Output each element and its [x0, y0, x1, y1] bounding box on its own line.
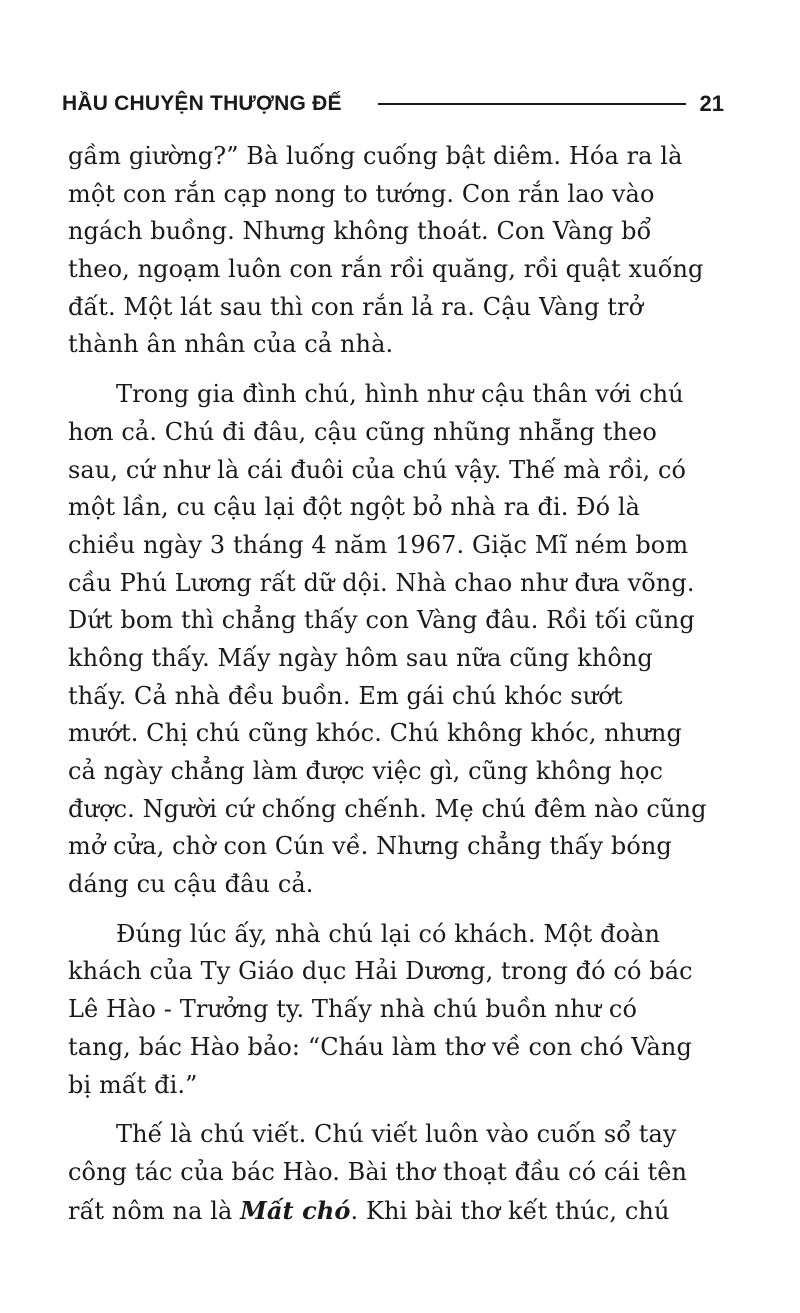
text-line: Lê Hào - Trưởng ty. Thấy nhà chú buồn như có — [68, 995, 638, 1024]
header-rule — [378, 103, 686, 105]
text-line: tang, bác Hào bảo: “Cháu làm thơ về con chó Vàng — [68, 1032, 692, 1061]
text-line: bị mất đi.” — [68, 1070, 198, 1099]
text-line: theo, ngoạm luôn con rắn rồi quăng, rồi quật xuống — [68, 255, 704, 284]
text-line: không thấy. Mấy ngày hôm sau nữa cũng không — [68, 643, 653, 672]
text-line: khách của Ty Giáo dục Hải Dương, trong đó có bác — [68, 957, 693, 986]
paragraph — [68, 376, 728, 904]
text-line: Đúng lúc ấy, nhà chú lại có khách. Một đoàn — [116, 919, 661, 948]
text-line: Trong gia đình chú, hình như cậu thân với chú — [116, 380, 684, 409]
text-line: thành ân nhân của cả nhà. — [68, 330, 394, 359]
text-line: mở cửa, chờ con Cún về. Nhưng chẳng thấy bóng — [68, 832, 672, 861]
text-line: được. Người cứ chống chếnh. Mẹ chú đêm nào cũng — [68, 794, 707, 823]
text-line: công tác của bác Hào. Bài thơ thoạt đầu có cái tên — [68, 1157, 688, 1186]
paragraph — [68, 1116, 728, 1229]
text-run: rất nôm na là — [68, 1196, 241, 1225]
text-line: cầu Phú Lương rất dữ dội. Nhà chao như đưa võng. — [68, 568, 695, 597]
text-run: . Khi bài thơ kết thúc, chú — [350, 1196, 670, 1225]
emphasized-title: Mất chó — [240, 1195, 351, 1225]
text-line: một con rắn cạp nong to tướng. Con rắn lao vào — [68, 179, 655, 208]
text-line: dáng cu cậu đâu cả. — [68, 870, 314, 899]
text-line: sau, cứ như là cái đuôi của chú vậy. Thế mà rồi, có — [68, 455, 687, 484]
text-line: thấy. Cả nhà đều buồn. Em gái chú khóc sướt — [68, 681, 623, 710]
text-line: gầm giường?” Bà luống cuống bật diêm. Hóa ra là — [68, 142, 683, 170]
body-text — [68, 138, 728, 1229]
text-line: Thế là chú viết. Chú viết luôn vào cuốn sổ tay — [116, 1120, 677, 1149]
running-header-title: HẦU CHUYỆN THƯỢNG ĐẾ — [62, 92, 342, 115]
text-line: Dứt bom thì chẳng thấy con Vàng đâu. Rồi tối cũng — [68, 606, 695, 635]
text-line: đất. Một lát sau thì con rắn lả ra. Cậu Vàng trở — [68, 292, 644, 321]
text-line: hơn cả. Chú đi đâu, cậu cũng nhũng nhẵng theo — [68, 417, 657, 446]
text-line: mướt. Chị chú cũng khóc. Chú không khóc, nhưng — [68, 719, 682, 748]
text-line: chiều ngày 3 tháng 4 năm 1967. Giặc Mĩ ném bom — [68, 530, 689, 559]
page-number: 21 — [699, 91, 724, 116]
running-header — [62, 88, 724, 120]
text-line — [68, 1192, 728, 1230]
text-line: cả ngày chẳng làm được việc gì, cũng không học — [68, 757, 664, 785]
text-line: ngách buồng. Nhưng không thoát. Con Vàng bổ — [68, 217, 652, 246]
text-line: một lần, cu cậu lại đột ngột bỏ nhà ra đi. Đó là — [68, 493, 641, 522]
paragraph — [68, 138, 728, 364]
paragraph — [68, 916, 728, 1104]
